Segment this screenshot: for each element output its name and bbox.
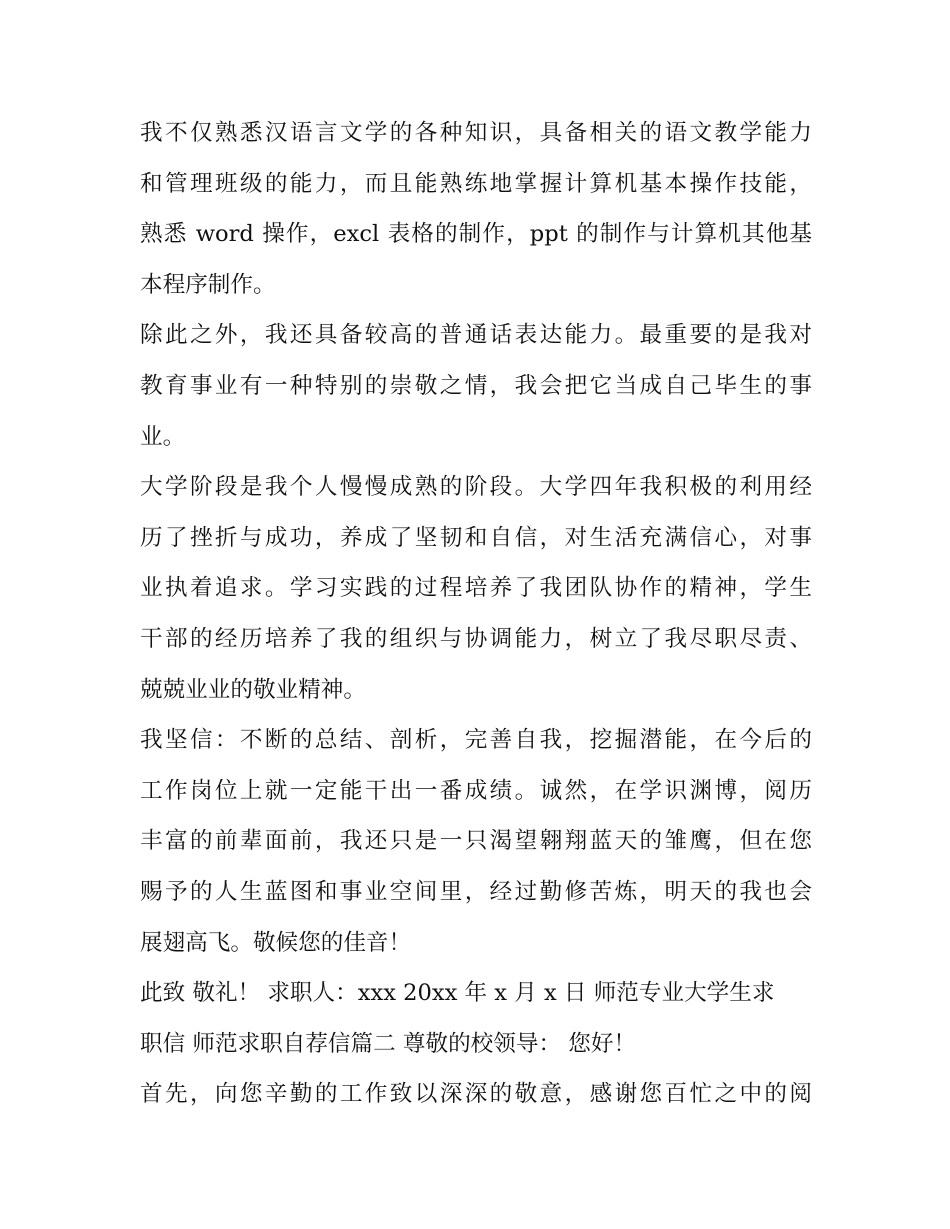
text-line: 首先，向您辛勤的工作致以深深的敬意，感谢您百忙之中的阅 xyxy=(140,1081,812,1108)
text-line: 大学阶段是我个人慢慢成熟的阶段。大学四年我积极的利用经 xyxy=(140,474,812,501)
text-line: 兢兢业业的敬业精神。 xyxy=(140,676,366,703)
paragraph xyxy=(140,968,812,1069)
text-line: 职信 师范求职自荐信篇二 尊敬的校领导： 您好！ xyxy=(140,1030,637,1057)
text-line: 教育事业有一种特别的崇敬之情，我会把它当成自己毕生的事 xyxy=(140,372,812,399)
paragraph xyxy=(140,462,812,715)
text-line: 丰富的前辈面前，我还只是一只渴望翱翔蓝天的雏鹰，但在您 xyxy=(140,828,812,855)
text-line: 我坚信：不断的总结、剖析，完善自我，挖掘潜能，在今后的 xyxy=(140,727,812,754)
text-line: 历了挫折与成功，养成了坚韧和自信，对生活充满信心，对事 xyxy=(140,524,812,551)
text-line: 熟悉 word 操作，excl 表格的制作，ppt 的制作与计算机其他基 xyxy=(140,221,812,248)
text-line: 除此之外，我还具备较高的普通话表达能力。最重要的是我对 xyxy=(140,322,812,349)
paragraph xyxy=(140,310,812,462)
text-line: 赐予的人生蓝图和事业空间里，经过勤修苦炼，明天的我也会 xyxy=(140,878,812,905)
text-line: 干部的经历培养了我的组织与协调能力，树立了我尽职尽责、 xyxy=(140,625,812,652)
text-line: 展翅高飞。敬候您的佳音！ xyxy=(140,929,412,956)
document-body xyxy=(140,108,812,1120)
text-line: 业执着追求。学习实践的过程培养了我团队协作的精神，学生 xyxy=(140,575,812,602)
text-line: 工作岗位上就一定能干出一番成绩。诚然，在学识渊博，阅历 xyxy=(140,777,812,804)
paragraph xyxy=(140,1069,812,1120)
text-line: 我不仅熟悉汉语言文学的各种知识，具备相关的语文教学能力 xyxy=(140,120,812,146)
text-line: 业。 xyxy=(140,423,186,450)
text-line: 本程序制作。 xyxy=(140,271,276,298)
text-line: 和管理班级的能力，而且能熟练地掌握计算机基本操作技能， xyxy=(140,170,812,197)
text-line: 此致 敬礼！ 求职人：xxx 20xx 年 x 月 x 日 师范专业大学生求 xyxy=(140,980,775,1007)
paragraph xyxy=(140,108,812,310)
paragraph xyxy=(140,715,812,968)
